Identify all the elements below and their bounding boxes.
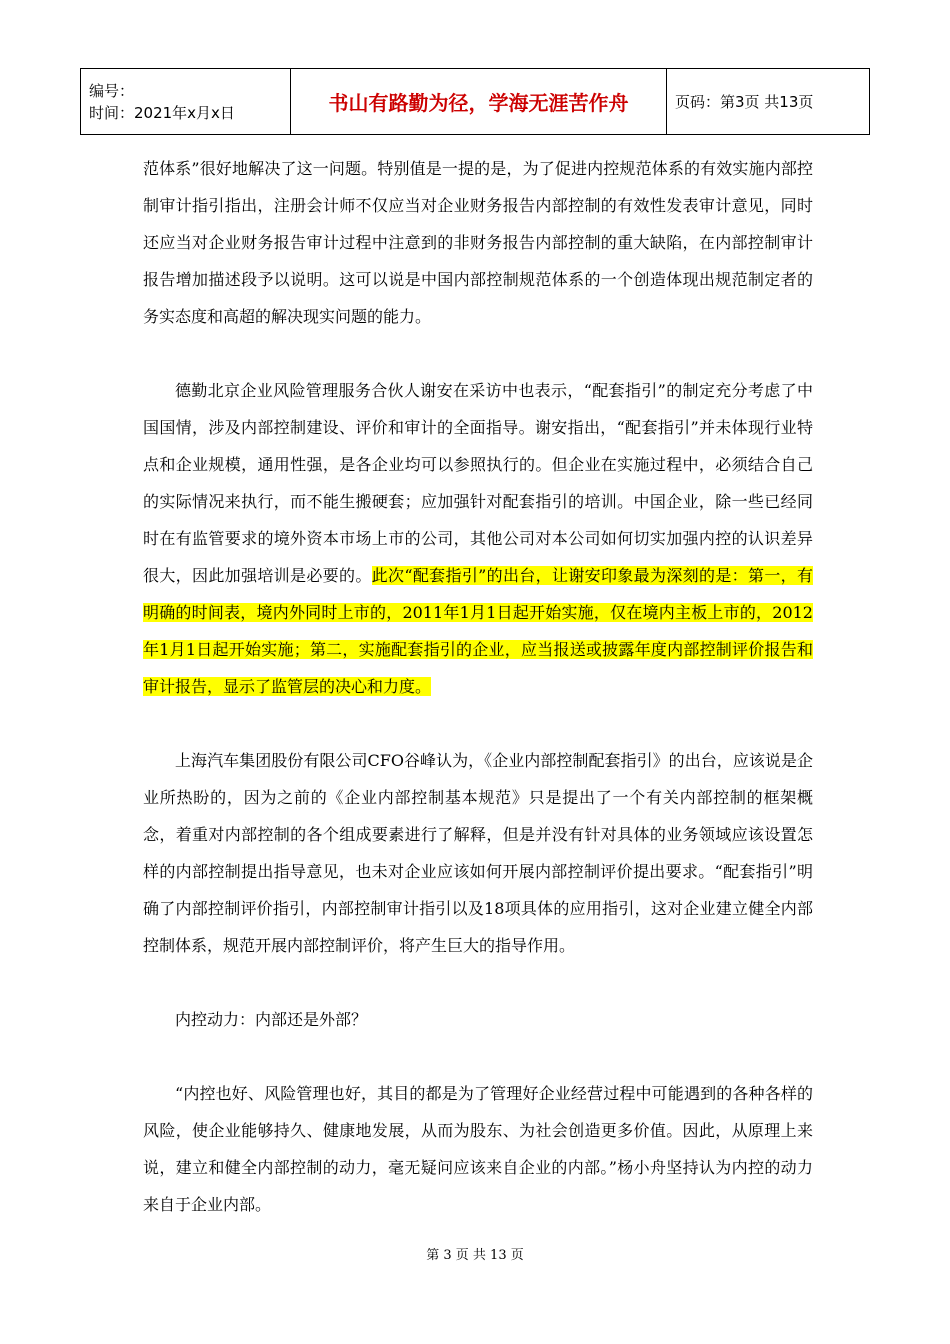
paragraph-quote: “内控也好、风险管理也好，其目的都是为了管理好企业经营过程中可能遇到的各种各样的风险，使企业能够持久、健康地发展，从而为股东、为社会创造更多价值。因此，从原理上来说，建立和健全内部控制的动力，毫无疑问应该来自企业的内部。”杨小舟坚持认为内控的动力来自于企业内部。 <box>143 1084 813 1214</box>
paragraph-deloitte <box>143 372 813 705</box>
header-meta-cell <box>81 69 291 135</box>
document-number-label: 编号： <box>89 81 135 100</box>
header-page-info: 页码：第3页 共13页 <box>667 69 870 135</box>
paragraph-deloitte-text: 德勤北京企业风险管理服务合伙人谢安在采访中也表示，“配套指引”的制定充分考虑了中国国情，涉及内部控制建设、评价和审计的全面指导。谢安指出，“配套指引”并未体现行业特点和企业规模，通用性强，是各企业均可以参照执行的。但企业在实施过程中，必须结合自己的实际情况来执行，而不能生搬硬套；应加强针对配套指引的培训。中国企业，除一些已经同时在有监管要求的境外资本市场上市的公司，其他公司对本公司如何切实加强内控的认识差异很大，因此加强培训是必要的。 <box>143 381 813 585</box>
header-table <box>80 68 870 135</box>
page-footer: 第 3 页 共 13 页 <box>426 1248 524 1263</box>
highlighted-text: 此次“配套指引”的出台，让谢安印象最为深刻的是：第一，有明确的时间表，境内外同时上市的，2011年1月1日起开始实施，仅在境内主板上市的，2012年1月1日起开始实施；第二，实施配套指引的企业，应当报送或披露年度内部控制评价报告和审计报告，显示了监管层的决心和力度。 <box>143 566 813 696</box>
paragraph-saic: 上海汽车集团股份有限公司CFO谷峰认为，《企业内部控制配套指引》的出台，应该说是企业所热盼的，因为之前的《企业内部控制基本规范》只是提出了一个有关内部控制的框架概念，着重对内部控制的各个组成要素进行了解释，但是并没有针对具体的业务领域应该设置怎样的内部控制提出指导意见，也未对企业应该如何开展内部控制评价提出要求。“配套指引”明确了内部控制评价指引，内部控制审计指引以及18项具体的应用指引，这对企业建立健全内部控制体系，规范开展内部控制评价，将产生巨大的指导作用。 <box>143 751 813 955</box>
header-motto: 书山有路勤为径，学海无涯苦作舟 <box>291 69 667 135</box>
document-body <box>143 150 813 1223</box>
section-heading: 内控动力：内部还是外部？ <box>175 1010 368 1029</box>
document-date: 时间：2021年x月x日 <box>89 103 235 122</box>
paragraph-continued: 范体系”很好地解决了这一问题。特别值是一提的是，为了促进内控规范体系的有效实施内部控制审计指引指出，注册会计师不仅应当对企业财务报告内部控制的有效性发表审计意见，同时还应当对企业财务报告审计过程中注意到的非财务报告内部控制的重大缺陷，在内部控制审计报告增加描述段予以说明。这可以说是中国内部控制规范体系的一个创造体现出规范制定者的务实态度和高超的解决现实问题的能力。 <box>143 159 813 326</box>
